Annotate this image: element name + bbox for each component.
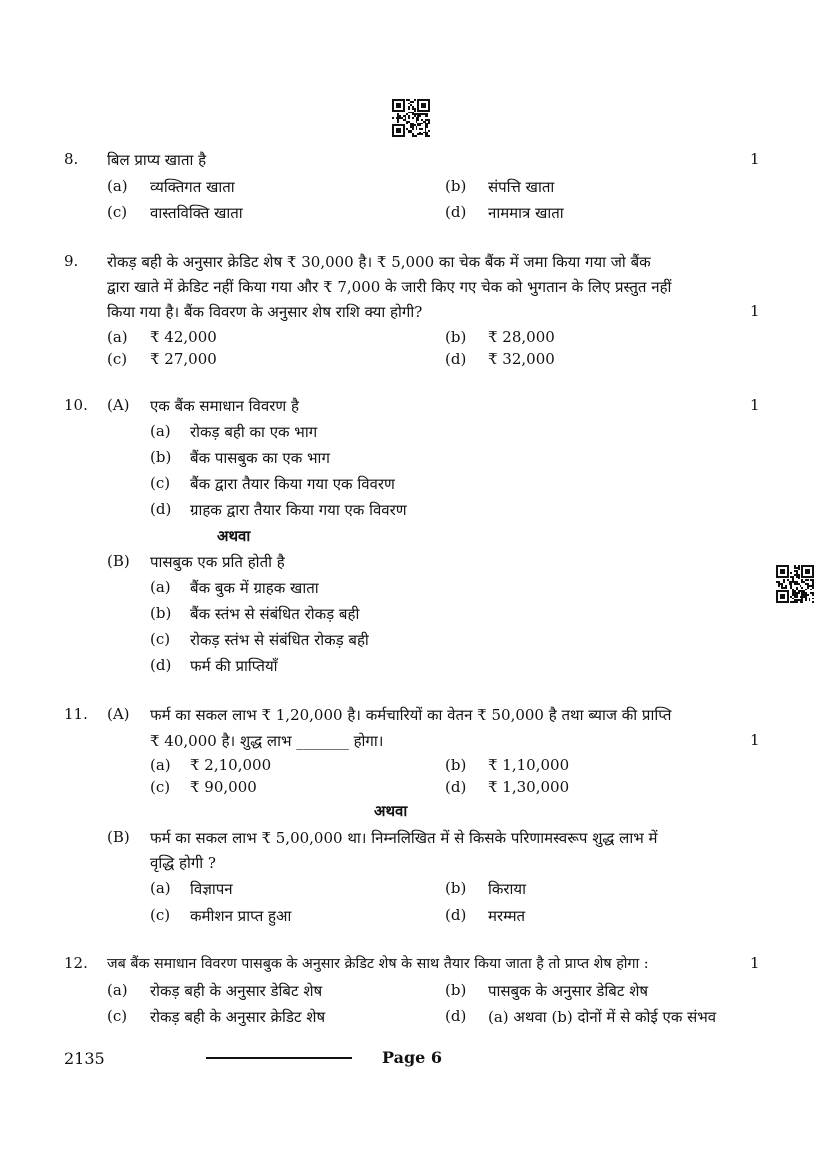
question-12-text: जब बैंक समाधान विवरण पासबुक के अनुसार क्रेडिट शेष के साथ तैयार किया जाता है तो प्राप्त शेष होगा : xyxy=(107,956,649,972)
q11b-option-a-label: (a) xyxy=(150,879,171,897)
q9-option-a: ₹ 42,000 xyxy=(150,328,217,346)
question-11-b-line-1: फर्म का सकल लाभ ₹ 5,00,000 था। निम्नलिखित में से किसके परिणामस्वरूप शुद्ध लाभ में xyxy=(150,829,658,847)
question-10-marks: 1 xyxy=(750,396,760,414)
q11b-option-d: मरम्मत xyxy=(488,907,526,925)
question-12-number: 12. xyxy=(64,954,88,972)
q9-option-c: ₹ 27,000 xyxy=(150,350,217,368)
q11a-option-b: ₹ 1,10,000 xyxy=(488,756,570,774)
q11a-option-d-label: (d) xyxy=(445,778,467,796)
q8-option-b: संपत्ति खाता xyxy=(488,178,555,196)
question-11-number: 11. xyxy=(64,705,88,723)
q9-option-a-label: (a) xyxy=(107,328,128,346)
question-10-number: 10. xyxy=(64,396,88,414)
q12-option-b-label: (b) xyxy=(445,981,467,999)
question-9-marks: 1 xyxy=(750,302,760,320)
q9-option-b-label: (b) xyxy=(445,328,467,346)
q10b-option-d: फर्म की प्राप्तियाँ xyxy=(190,657,278,675)
question-11-a-line-2: ₹ 40,000 है। शुद्ध लाभ _______ होगा। xyxy=(150,732,384,750)
q11b-option-b: किराया xyxy=(488,880,527,898)
question-10-a-text: एक बैंक समाधान विवरण है xyxy=(150,397,299,415)
q10a-option-c: बैंक द्वारा तैयार किया गया एक विवरण xyxy=(190,475,395,493)
q9-option-d: ₹ 32,000 xyxy=(488,350,555,368)
q12-option-c-label: (c) xyxy=(107,1007,128,1025)
q10b-option-c: रोकड़ स्तंभ से संबंधित रोकड़ बही xyxy=(190,631,369,649)
q10-or-divider: अथवा xyxy=(217,527,251,545)
q8-option-c: वास्तविक्ति खाता xyxy=(150,204,243,222)
q8-option-a-label: (a) xyxy=(107,177,128,195)
q8-option-c-label: (c) xyxy=(107,203,128,221)
qr-code-side xyxy=(776,565,814,603)
question-11-a-line-1: फर्म का सकल लाभ ₹ 1,20,000 है। कर्मचारियों का वेतन ₹ 50,000 है तथा ब्याज की प्राप्ति xyxy=(150,706,672,724)
q11a-option-b-label: (b) xyxy=(445,756,467,774)
question-9-line-3: किया गया है। बैंक विवरण के अनुसार शेष राशि क्या होगी? xyxy=(107,303,423,321)
question-11-b-label: (B) xyxy=(107,828,130,846)
question-10-b-text: पासबुक एक प्रति होती है xyxy=(150,553,285,571)
q10a-option-a: रोकड़ बही का एक भाग xyxy=(190,423,318,441)
q11b-option-b-label: (b) xyxy=(445,879,467,897)
question-12-marks: 1 xyxy=(750,954,760,972)
question-9-number: 9. xyxy=(64,252,79,270)
q12-option-d-label: (d) xyxy=(445,1007,467,1025)
q11b-option-c-label: (c) xyxy=(150,906,171,924)
q8-option-d-label: (d) xyxy=(445,203,467,221)
qr-code-top xyxy=(392,99,430,137)
q11a-option-c-label: (c) xyxy=(150,778,171,796)
q12-option-a: रोकड़ बही के अनुसार डेबिट शेष xyxy=(150,982,323,1000)
q11a-option-c: ₹ 90,000 xyxy=(190,778,257,796)
q10a-option-c-label: (c) xyxy=(150,474,171,492)
q9-option-b: ₹ 28,000 xyxy=(488,328,555,346)
q10b-option-c-label: (c) xyxy=(150,630,171,648)
q10b-option-b: बैंक स्तंभ से संबंधित रोकड़ बही xyxy=(190,605,360,623)
question-8-text: बिल प्राप्य खाता है xyxy=(107,151,207,169)
question-8-marks: 1 xyxy=(750,150,760,168)
q11b-option-a: विज्ञापन xyxy=(190,880,233,898)
q8-option-a: व्यक्तिगत खाता xyxy=(150,178,235,196)
question-9-line-2: द्वारा खाते में क्रेडिट नहीं किया गया और ₹ 7,000 के जारी किए गए चेक को भुगतान के लिए प्रस्तुत नहीं xyxy=(107,278,672,296)
q9-option-d-label: (d) xyxy=(445,350,467,368)
question-10-a-label: (A) xyxy=(107,396,130,414)
q10b-option-d-label: (d) xyxy=(150,656,172,674)
q11a-option-a-label: (a) xyxy=(150,756,171,774)
q9-option-c-label: (c) xyxy=(107,350,128,368)
question-9-line-1: रोकड़ बही के अनुसार क्रेडिट शेष ₹ 30,000 है। ₹ 5,000 का चेक बैंक में जमा किया गया जो बैंक xyxy=(107,253,651,271)
footer-divider xyxy=(206,1057,352,1059)
q10a-option-d-label: (d) xyxy=(150,500,172,518)
q12-option-a-label: (a) xyxy=(107,981,128,999)
question-8-number: 8. xyxy=(64,150,79,168)
q11a-option-d: ₹ 1,30,000 xyxy=(488,778,570,796)
q8-option-d: नाममात्र खाता xyxy=(488,204,564,222)
q10a-option-d: ग्राहक द्वारा तैयार किया गया एक विवरण xyxy=(190,501,407,519)
q8-option-b-label: (b) xyxy=(445,177,467,195)
page-number: Page 6 xyxy=(382,1048,443,1067)
q12-option-c: रोकड़ बही के अनुसार क्रेडिट शेष xyxy=(150,1008,326,1026)
question-11-a-label: (A) xyxy=(107,705,130,723)
paper-code: 2135 xyxy=(64,1049,105,1068)
q11b-option-c: कमीशन प्राप्त हुआ xyxy=(190,907,292,925)
question-11-b-line-2: वृद्धि होगी ? xyxy=(150,854,216,872)
q11-or-divider: अथवा xyxy=(374,802,408,820)
q11b-option-d-label: (d) xyxy=(445,906,467,924)
q12-option-b: पासबुक के अनुसार डेबिट शेष xyxy=(488,982,649,1000)
q10b-option-b-label: (b) xyxy=(150,604,172,622)
question-10-b-label: (B) xyxy=(107,552,130,570)
question-11-marks: 1 xyxy=(750,731,760,749)
q10b-option-a: बैंक बुक में ग्राहक खाता xyxy=(190,579,319,597)
q10a-option-b-label: (b) xyxy=(150,448,172,466)
q12-option-d: (a) अथवा (b) दोनों में से कोई एक संभव xyxy=(488,1008,717,1026)
q10a-option-a-label: (a) xyxy=(150,422,171,440)
q10a-option-b: बैंक पासबुक का एक भाग xyxy=(190,449,330,467)
q11a-option-a: ₹ 2,10,000 xyxy=(190,756,272,774)
q10b-option-a-label: (a) xyxy=(150,578,171,596)
